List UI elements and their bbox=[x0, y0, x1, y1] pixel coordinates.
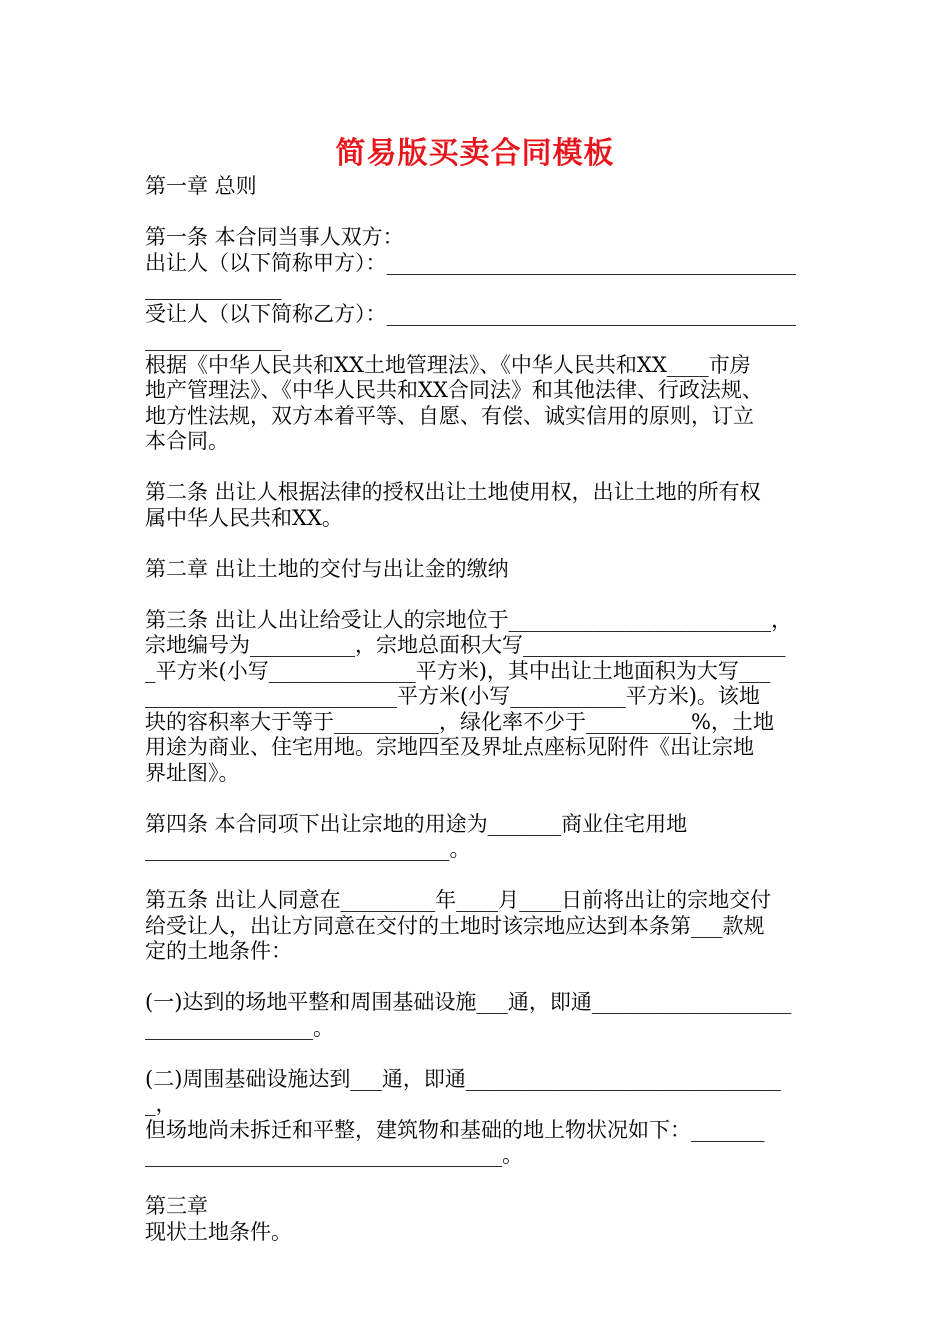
body-line: (一)达到的场地平整和周围基础设施___通，即通___________________ bbox=[145, 990, 792, 1014]
body-line: 界址图》。 bbox=[145, 760, 240, 785]
body-line: _____________ bbox=[145, 327, 282, 351]
body-line: 用途为商业、住宅用地。宗地四至及界址点座标见附件《出让宗地 bbox=[145, 735, 754, 759]
blank-line bbox=[145, 1041, 810, 1067]
body-line: 出让人（以下简称甲方）：_______________________________________ bbox=[145, 250, 796, 275]
blank-line bbox=[145, 1169, 810, 1195]
body-line: _____________ bbox=[145, 276, 282, 300]
body-line: _____________________________。 bbox=[145, 837, 471, 861]
body-line: 地产管理法》、《中华人民共和XX合同法》和其他法律、行政法规、 bbox=[145, 378, 763, 402]
blank-line bbox=[145, 863, 810, 889]
body-line: ________________________平方米(小写___________平方米)。该地 bbox=[145, 684, 760, 708]
body-line: 第三章 bbox=[145, 1194, 208, 1218]
body-line: 块的容积率大于等于__________，绿化率不少于__________%，土地 bbox=[145, 709, 774, 734]
body-line: __________________________________。 bbox=[145, 1143, 523, 1167]
body-line: 根据《中华人民共和XX土地管理法》、《中华人民共和XX____市房 bbox=[145, 352, 751, 377]
document-body bbox=[145, 174, 810, 1245]
body-line: 第三条 出让人出让给受让人的宗地位于_________________________， bbox=[145, 607, 793, 632]
body-line: (二)周围基础设施达到___通，即通_______________________________， bbox=[145, 1066, 781, 1116]
blank-line bbox=[145, 965, 810, 991]
body-line: 第四条 本合同项下出让宗地的用途为_______商业住宅用地 bbox=[145, 811, 688, 836]
body-line: 第二章 出让土地的交付与出让金的缴纳 bbox=[145, 556, 509, 581]
body-line: 但场地尚未拆迁和平整，建筑物和基础的地上物状况如下：_______ bbox=[145, 1117, 765, 1142]
blank-line bbox=[145, 786, 810, 812]
blank-line bbox=[145, 200, 810, 226]
blank-line bbox=[145, 582, 810, 608]
body-line: 给受让人，出让方同意在交付的土地时该宗地应达到本条第___款规 bbox=[145, 913, 765, 938]
body-line: 受让人（以下简称乙方）：_______________________________________ bbox=[145, 301, 796, 326]
body-line: 现状土地条件。 bbox=[145, 1219, 292, 1244]
blank-line bbox=[145, 531, 810, 557]
body-line: 第五条 出让人同意在_________年____月____日前将出让的宗地交付 bbox=[145, 888, 772, 912]
body-line: 第一章 总则 bbox=[145, 174, 257, 198]
body-line: 本合同。 bbox=[145, 429, 229, 453]
body-line: 定的土地条件： bbox=[145, 939, 292, 963]
body-line: 宗地编号为__________，宗地总面积大写_________________________ bbox=[145, 633, 786, 657]
body-line: 地方性法规，双方本着平等、自愿、有偿、诚实信用的原则，订立 bbox=[145, 403, 754, 428]
body-line: _平方米(小写______________平方米)，其中出让土地面积为大写___ bbox=[145, 658, 771, 683]
blank-line bbox=[145, 455, 810, 481]
body-line: 属中华人民共和XX。 bbox=[145, 505, 343, 530]
body-line: ________________。 bbox=[145, 1015, 334, 1040]
document-title: 简易版买卖合同模板 bbox=[335, 136, 615, 171]
body-line: 第一条 本合同当事人双方： bbox=[145, 225, 404, 249]
body-line: 第二条 出让人根据法律的授权出让土地使用权，出让土地的所有权 bbox=[145, 480, 761, 504]
